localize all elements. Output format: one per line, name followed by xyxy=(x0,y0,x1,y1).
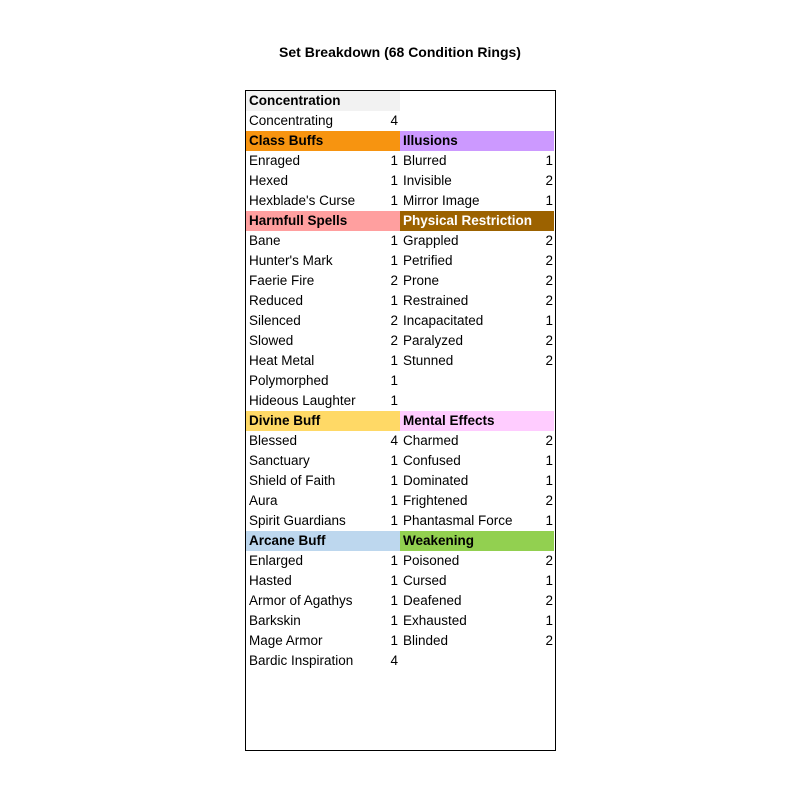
condition-name: Paralyzed xyxy=(403,333,464,348)
condition-name: Concentrating xyxy=(249,113,334,128)
condition-name: Aura xyxy=(249,493,278,508)
condition-name: Slowed xyxy=(249,333,294,348)
condition-count: 1 xyxy=(390,253,398,268)
condition-count: 2 xyxy=(545,293,553,308)
condition-count: 4 xyxy=(390,433,398,448)
page-title: Set Breakdown (68 Condition Rings) xyxy=(279,44,521,60)
section-header-weakening: Weakening xyxy=(400,531,554,551)
condition-count: 2 xyxy=(390,333,398,348)
condition-count: 1 xyxy=(390,513,398,528)
condition-name: Blessed xyxy=(249,433,298,448)
condition-name: Charmed xyxy=(403,433,459,448)
condition-count: 1 xyxy=(390,633,398,648)
condition-count: 1 xyxy=(390,373,398,388)
condition-name: Grappled xyxy=(403,233,459,248)
condition-name: Prone xyxy=(403,273,440,288)
condition-name: Dominated xyxy=(403,473,469,488)
condition-name: Frightened xyxy=(403,493,468,508)
condition-name: Hideous Laughter xyxy=(249,393,356,408)
condition-name: Barkskin xyxy=(249,613,301,628)
condition-name: Shield of Faith xyxy=(249,473,336,488)
condition-count: 2 xyxy=(545,333,553,348)
condition-count: 2 xyxy=(545,273,553,288)
condition-name: Restrained xyxy=(403,293,469,308)
condition-name: Petrified xyxy=(403,253,453,268)
condition-name: Hexblade's Curse xyxy=(249,193,356,208)
condition-count: 1 xyxy=(545,193,553,208)
condition-name: Enlarged xyxy=(249,553,304,568)
condition-count: 1 xyxy=(545,513,553,528)
condition-count: 1 xyxy=(545,573,553,588)
condition-count: 2 xyxy=(545,593,553,608)
condition-count: 1 xyxy=(390,393,398,408)
condition-count: 2 xyxy=(390,313,398,328)
condition-name: Enraged xyxy=(249,153,301,168)
condition-name: Armor of Agathys xyxy=(249,593,353,608)
condition-name: Hexed xyxy=(249,173,289,188)
condition-name: Silenced xyxy=(249,313,301,328)
condition-count: 1 xyxy=(390,553,398,568)
condition-count: 1 xyxy=(390,593,398,608)
condition-name: Deafened xyxy=(403,593,462,608)
condition-name: Mirror Image xyxy=(403,193,480,208)
condition-name: Mage Armor xyxy=(249,633,323,648)
condition-name: Hunter's Mark xyxy=(249,253,333,268)
section-header-physical-restriction: Physical Restriction xyxy=(400,211,554,231)
condition-name: Hasted xyxy=(249,573,292,588)
condition-name: Incapacitated xyxy=(403,313,484,328)
condition-count: 4 xyxy=(390,113,398,128)
condition-count: 2 xyxy=(545,633,553,648)
condition-count: 2 xyxy=(545,553,553,568)
section-header-divine-buff: Divine Buff xyxy=(246,411,400,431)
condition-count: 1 xyxy=(545,313,553,328)
section-header-concentration: Concentration xyxy=(246,91,400,111)
section-header-illusions: Illusions xyxy=(400,131,554,151)
condition-count: 1 xyxy=(390,573,398,588)
condition-count: 1 xyxy=(390,613,398,628)
condition-name: Polymorphed xyxy=(249,373,329,388)
condition-name: Invisible xyxy=(403,173,452,188)
condition-count: 1 xyxy=(390,293,398,308)
condition-count: 2 xyxy=(545,233,553,248)
condition-count: 1 xyxy=(545,153,553,168)
condition-name: Phantasmal Force xyxy=(403,513,513,528)
condition-name: Heat Metal xyxy=(249,353,315,368)
condition-count: 1 xyxy=(390,193,398,208)
condition-name: Blurred xyxy=(403,153,447,168)
condition-count: 4 xyxy=(390,653,398,668)
section-header-mental-effects: Mental Effects xyxy=(400,411,554,431)
section-header-class-buffs: Class Buffs xyxy=(246,131,400,151)
condition-count: 1 xyxy=(390,353,398,368)
condition-count: 2 xyxy=(545,353,553,368)
condition-name: Confused xyxy=(403,453,461,468)
condition-name: Poisoned xyxy=(403,553,460,568)
condition-name: Bane xyxy=(249,233,281,248)
condition-name: Reduced xyxy=(249,293,304,308)
condition-count: 1 xyxy=(390,453,398,468)
condition-count: 1 xyxy=(390,173,398,188)
section-header-harmfull-spells: Harmfull Spells xyxy=(246,211,400,231)
condition-count: 2 xyxy=(545,493,553,508)
section-header-arcane-buff: Arcane Buff xyxy=(246,531,400,551)
condition-count: 2 xyxy=(545,173,553,188)
condition-name: Exhausted xyxy=(403,613,467,628)
condition-name: Blinded xyxy=(403,633,449,648)
condition-name: Spirit Guardians xyxy=(249,513,346,528)
condition-count: 2 xyxy=(545,253,553,268)
condition-count: 1 xyxy=(390,233,398,248)
condition-count: 1 xyxy=(390,473,398,488)
condition-count: 1 xyxy=(545,453,553,468)
condition-count: 1 xyxy=(390,153,398,168)
condition-name: Bardic Inspiration xyxy=(249,653,354,668)
condition-count: 2 xyxy=(390,273,398,288)
condition-count: 1 xyxy=(545,473,553,488)
condition-name: Sanctuary xyxy=(249,453,310,468)
condition-count: 2 xyxy=(545,433,553,448)
condition-count: 1 xyxy=(390,493,398,508)
condition-name: Cursed xyxy=(403,573,447,588)
condition-count: 1 xyxy=(545,613,553,628)
condition-name: Faerie Fire xyxy=(249,273,315,288)
condition-name: Stunned xyxy=(403,353,454,368)
